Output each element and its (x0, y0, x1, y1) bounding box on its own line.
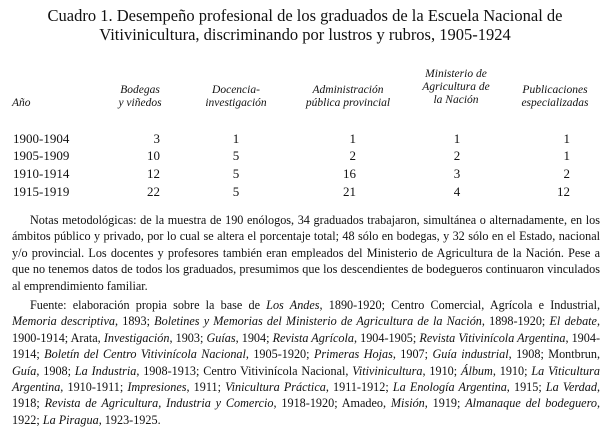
cell-docencia: 1 (232, 131, 240, 146)
source-title-italic: Misión (390, 396, 425, 411)
source-text: , 1898-1920; (481, 314, 550, 329)
source-text: , 1911; (186, 380, 226, 395)
source-text: , 1922; (12, 396, 601, 427)
header-administracion: Administración pública provincial (305, 84, 391, 109)
source-title-italic: Los Andes (266, 298, 320, 312)
source-title-italic: Primeras Hojas (313, 347, 393, 362)
source-text: , 1905-1920; (245, 347, 314, 362)
source-text: , 1890-1920; Centro Comercial, Agrícola e Industrial, (319, 298, 600, 312)
source-title-italic: Álbum (461, 363, 493, 378)
source-note (12, 297, 600, 428)
source-title-italic: Guías (206, 330, 236, 345)
row-year: 1910-1914 (13, 166, 70, 181)
source-text: , 1904; (235, 330, 273, 345)
source-title-italic: Boletín del Centro Vitivinícola Nacional (44, 347, 246, 362)
row-year: 1915-1919 (13, 184, 70, 199)
source-title-italic: La Industria (74, 363, 137, 378)
source-text: , 1900-1914; Arata, (12, 314, 601, 345)
cell-administracion: 21 (343, 184, 356, 199)
cell-docencia: 5 (232, 184, 240, 199)
cell-bodegas: 12 (147, 166, 160, 181)
source-title-italic: Guía (12, 363, 37, 378)
source-text: , 1918; (12, 380, 600, 411)
source-title-italic: El debate (549, 314, 597, 329)
cell-docencia: 5 (232, 166, 240, 181)
source-title-italic: Boletines y Memorias del Ministerio de Agricultura de la Nación (154, 314, 482, 329)
source-title-italic: Investigación (103, 330, 170, 345)
source-text: , 1904-1905; (353, 330, 420, 345)
cell-ministerio: 2 (453, 148, 461, 163)
source-text: , 1911-1912; (325, 380, 393, 395)
cell-bodegas: 3 (153, 131, 160, 146)
cell-publicaciones: 1 (563, 131, 570, 146)
source-title-italic: Revista Vitivinícola Argentina (419, 330, 566, 345)
source-text: Fuente: elaboración propia sobre la base de (30, 298, 267, 312)
source-text: , 1903; (169, 330, 207, 345)
source-text: , 1907; (392, 347, 433, 362)
row-year: 1900-1904 (13, 131, 70, 146)
source-title-italic: Impresiones (127, 380, 187, 395)
header-year: Año (12, 97, 31, 109)
cell-publicaciones: 12 (557, 184, 570, 199)
cell-administracion: 1 (349, 131, 356, 146)
source-title-italic: Vinicultura Práctica (225, 380, 326, 395)
cell-bodegas: 22 (147, 184, 160, 199)
source-title-italic: Guía industrial (432, 347, 509, 362)
table-caption (0, 6, 610, 44)
source-text: , 1910; (422, 363, 461, 378)
source-text: , 1908; (36, 363, 75, 378)
source-text: , 1923-1925. (98, 412, 161, 427)
table-caption-line-1: Cuadro 1. Desempeño profesional de los graduados de la Escuela Nacional de (47, 6, 563, 25)
header-bodegas: Bodegas y viñedos (118, 84, 162, 109)
cell-administracion: 16 (343, 166, 356, 181)
cell-ministerio: 4 (453, 184, 461, 199)
source-text: , 1904-1914; (12, 330, 601, 362)
cell-ministerio: 1 (453, 131, 461, 146)
source-title-italic: La Enología Argentina (392, 380, 507, 395)
cell-docencia: 5 (232, 148, 240, 163)
source-title-italic: Memoria descriptiva (12, 314, 116, 329)
source-title-italic: La Viticultura Argentina (12, 363, 600, 395)
source-text: , 1910; (492, 363, 532, 378)
cell-bodegas: 10 (147, 148, 160, 163)
source-text: , 1919; (424, 396, 466, 411)
table-caption-line-2: Vitivinicultura, discriminando por lustros y rubros, 1905-1924 (99, 25, 511, 44)
methodological-notes: Notas metodológicas: de la muestra de 190 enólogos, 34 graduados trabajaron, simultánea o alternadamente, en los ámbitos público y privado, por lo cual se altera el porcentaje total; 48 sólo en bodegas, y 32 sólo en el Estado, nacional y/o provincial. Los docentes y profesores también eran empleados del Ministerio de Agricultura de la Nación. Pese a que no tenemos datos de todos los graduados, presumimos que los descendientes de bodegueros continuaron vinculados al emprendimiento familiar. (12, 213, 600, 293)
cell-ministerio: 3 (453, 166, 461, 181)
row-year: 1905-1909 (13, 148, 70, 163)
source-text: , 1915; (506, 380, 546, 395)
source-title-italic: La Verdad (545, 380, 597, 395)
cell-publicaciones: 1 (563, 148, 570, 163)
source-text: , 1908-1913; Centro Vitivinícola Nacional, (136, 363, 353, 378)
source-title-italic: Revista Agrícola (272, 330, 354, 345)
header-docencia: Docencia- investigación (205, 84, 267, 109)
header-ministerio: Ministerio de Agricultura de la Nación (422, 68, 490, 106)
cell-administracion: 2 (349, 148, 356, 163)
source-text: , 1918-1920; Amadeo, (273, 396, 391, 411)
source-title-italic: La Piragua (42, 412, 99, 427)
source-title-italic: Revista de Agricultura, Industria y Comercio (44, 396, 274, 411)
source-text: , 1893; (115, 314, 155, 329)
source-title-italic: Almanaque del bodeguero (465, 396, 597, 411)
source-text: , 1910-1911; (60, 380, 128, 395)
source-title-italic: Vitivinicultura (352, 363, 423, 378)
header-publicaciones: Publicaciones especializadas (521, 84, 589, 109)
cell-publicaciones: 2 (563, 166, 570, 181)
source-text: , 1908; Montbrun, (508, 347, 601, 362)
